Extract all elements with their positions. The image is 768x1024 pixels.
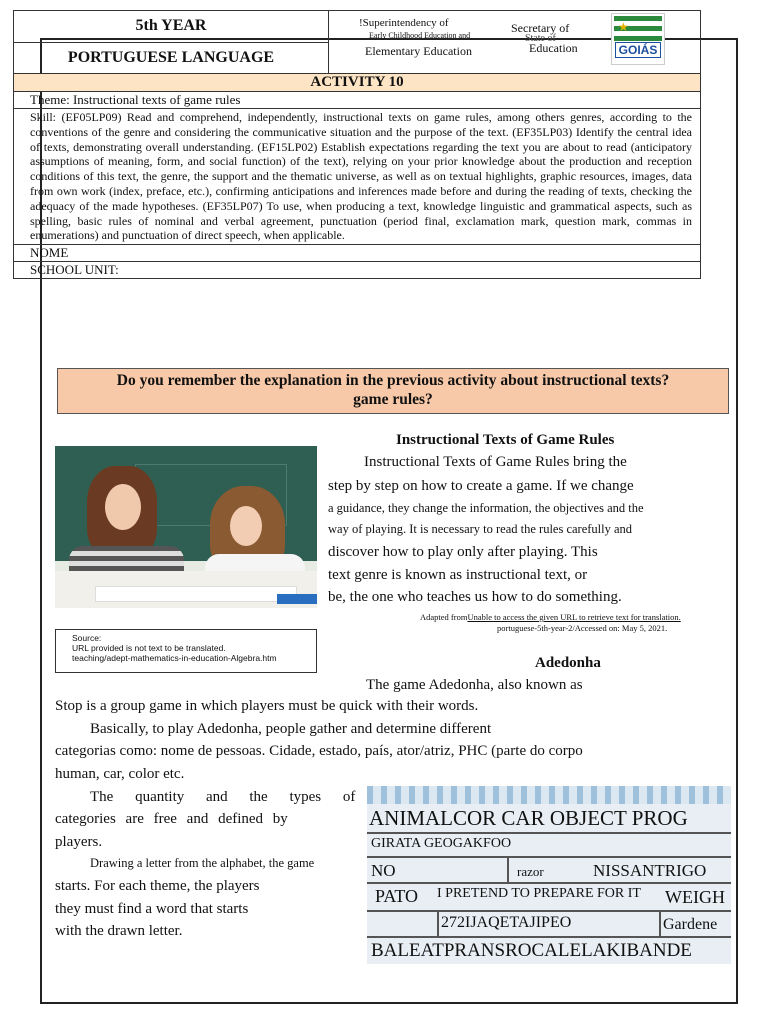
adedonha-p2-line1: Basically, to play Adedonha, people gather and determine different [90,721,492,737]
collage-row4c: WEIGH [665,887,725,907]
collage-row5b: Gardene [663,916,718,933]
adedonha-game-sheet-image [367,786,731,964]
institution-logos [329,11,701,74]
source-line3: teaching/adept-mathematics-in-education-Algebra.htm [72,653,277,663]
students-photo [55,446,317,608]
activity-title: ACTIVITY 10 [14,74,701,92]
section1-line5: discover how to play only after playing. This [328,544,598,560]
collage-row1: ANIMALCOR CAR OBJECT PROG [369,806,688,830]
collage-row4a: PATO [375,886,419,906]
collage-row4b: I PRETEND TO PREPARE FOR IT [437,886,641,901]
source-line1: Source: [72,633,102,643]
secretary-line3: Education [529,41,578,55]
adedonha-p4-line1: Drawing a letter from the alphabet, the game [90,856,315,870]
header-table [13,10,701,279]
collage-row3c: NISSANTRIGO [593,861,707,880]
adedonha-p3-line3: players. [55,834,103,850]
adedonha-p4-line3: they must find a word that starts [55,901,249,917]
superintendency-line2: Early Childhood Education and [369,31,471,40]
star-icon: ★ [618,20,629,34]
collage-row5a: 272IJAQETAJIPEO [441,914,572,931]
question-line2: game rules? [353,391,433,408]
secretary-line1: Secretary of [511,21,570,35]
section1-line4: way of playing. It is necessary to read the rules carefully and [328,522,633,536]
adapted-note [420,612,681,622]
school-unit-field[interactable]: SCHOOL UNIT: [14,262,701,279]
question-line1: Do you remember the explanation in the previous activity about instructional texts? [116,372,670,389]
section1-line2: step by step on how to create a game. If we change [328,478,634,494]
collage-row3a: NO [371,861,396,880]
theme-text: Theme: Instructional texts of game rules [14,92,701,109]
adapted-link[interactable]: Unable to access the given URL to retrieve text for translation. [467,612,681,622]
adapted-prefix: Adapted from [420,612,468,622]
section-title-adedonha: Adedonha [535,655,601,671]
subject-label: PORTUGUESE LANGUAGE [14,42,329,74]
source-box [55,629,317,673]
collage-row6: BALEATPRANSROCALELAKIBANDE [371,940,692,961]
section1-line6: text genre is known as instructional text, or [328,567,588,583]
adapted-note-line2: portuguese-5th-year-2/Accessed on: May 5, 2021. [497,623,668,633]
name-field[interactable]: NOME [14,245,701,262]
adedonha-p3-line1: The quantity and the types of [90,789,356,805]
skill-text: Skill: (EF05LP09) Read and comprehend, independently, instructional texts on game rules, among others genres, according to the conventions of the genre and considering the communicative situation and the purpose of the text. (EF35LP03) Identify the central idea of texts, demonstrating overall understanding. (EF15LP02) Establish expectations regarding the text you are about to read (anticipatory assumptions of meaning, form, and social function) of the text), relying on your prior knowledge about the production and reception conditions of this text, the genre, the support and the thematic universe, as well as on textual highlights, graphic resources, images, data from own work (index, preface, etc.), confirming anticipations and inferences made before and during the reading of texts, checking the adequacy of the made hypotheses. (EF35LP07) To use, when producing a text, knowledge linguistic and grammatical aspects, such as spelling, basic rules of nominal and verbal agreement, punctuation (period final, exclamation mark, question mark, commas in enumerations) and punctuation of direct speech, when applicable. [14,109,701,245]
adedonha-p1-line1: The game Adedonha, also known as [366,677,583,693]
superintendency-line1: !Superintendency of [359,17,449,29]
superintendency-line3: Elementary Education [365,44,472,58]
year-label: 5th YEAR [14,11,329,43]
source-line2: URL provided is not text to be translated. [72,643,226,653]
section-title-instructional: Instructional Texts of Game Rules [396,432,615,448]
adedonha-p1-line2: Stop is a group game in which players must be quick with their words. [55,698,479,714]
adedonha-p2-line3: human, car, color etc. [55,766,185,782]
section1-line3: a guidance, they change the information, the objectives and the [328,501,644,515]
collage-row3b: razor [517,864,544,879]
collage-row2: GIRATA GEOGAKFOO [371,836,512,851]
logo-text: GOIÁS [615,42,661,58]
adedonha-p4-line4: with the drawn letter. [55,923,183,939]
adedonha-p3-line2: categories are free and defined by [55,811,288,827]
section1-line1: Instructional Texts of Game Rules bring the [364,454,627,470]
goias-logo [611,13,665,65]
adedonha-p2-line2: categorias como: nome de pessoas. Cidade, estado, país, ator/atriz, PHC (parte do corpo [55,743,583,759]
adedonha-p4-line2: starts. For each theme, the players [55,878,260,894]
section1-line7: be, the one who teaches us how to do something. [328,589,622,605]
question-box [57,368,729,414]
secretary-line2: State of [525,33,556,44]
